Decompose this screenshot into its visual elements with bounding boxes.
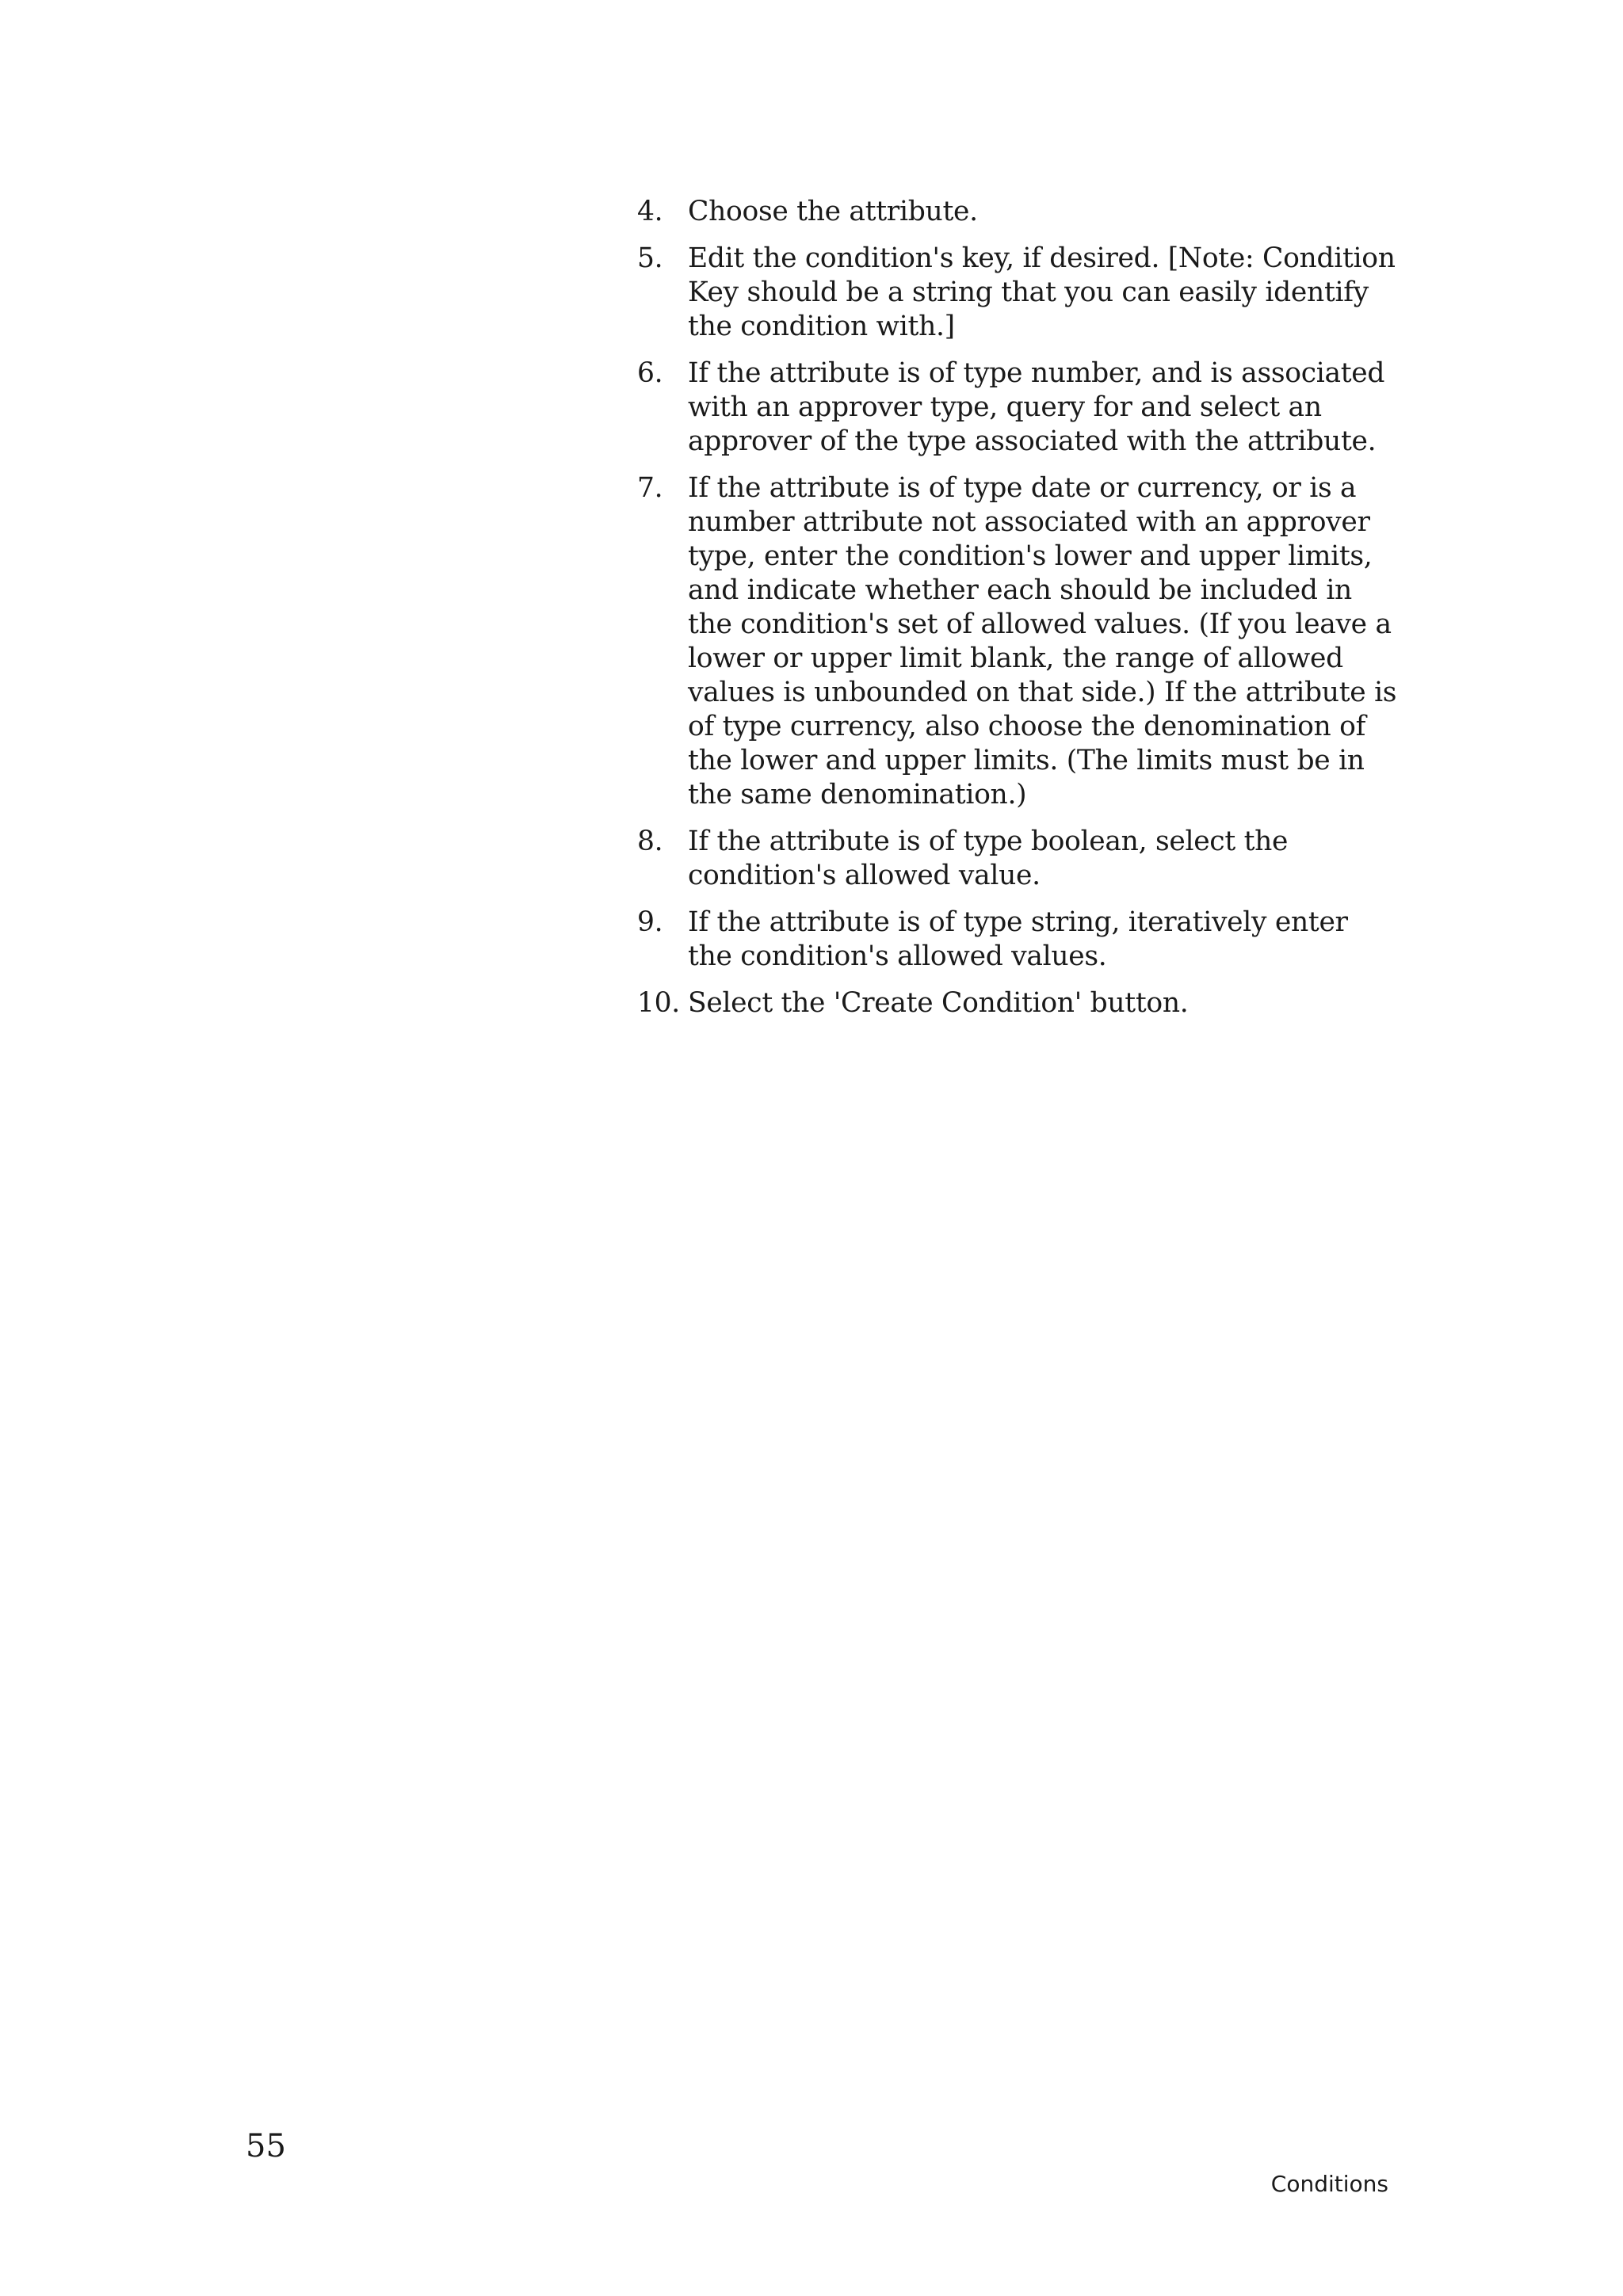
step-text: If the attribute is of type string, iteratively enter the condition's allowed values.: [688, 906, 1348, 972]
step-text: If the attribute is of type number, and is associated with an approver type, query for and select an approver of the type associated with the attribute.: [688, 357, 1385, 457]
running-footer-section-title: Conditions: [1270, 2171, 1388, 2197]
step-number: 10.: [637, 987, 680, 1019]
list-item: [637, 195, 1398, 229]
list-item: [637, 986, 1398, 1020]
page-number: 55: [246, 2128, 286, 2164]
step-text: If the attribute is of type boolean, select the condition's allowed value.: [688, 826, 1289, 891]
step-number: 6.: [637, 357, 663, 389]
step-number: 5.: [637, 242, 663, 274]
step-text: Select the 'Create Condition' button.: [688, 987, 1189, 1019]
step-text: If the attribute is of type date or currency, or is a number attribute not associated with an approver type, enter the condition's lower and upper limits, and indicate whether each should be included in the condition's set of allowed values. (If you leave a lower or upper limit blank, the range of allowed values is unbounded on that side.) If the attribute is of type currency, also choose the denomination of the lower and upper limits. (The limits must be in the same denomination.): [688, 472, 1397, 810]
step-text: Choose the attribute.: [688, 196, 978, 227]
step-number: 9.: [637, 906, 663, 938]
step-text: Edit the condition's key, if desired. [Note: Condition Key should be a string that you can easily identify the condition with.]: [688, 242, 1396, 342]
step-number: 7.: [637, 472, 663, 504]
step-number: 4.: [637, 196, 663, 227]
list-item: [637, 471, 1398, 812]
list-item: [637, 906, 1398, 974]
list-item: [637, 242, 1398, 344]
list-item: [637, 357, 1398, 459]
procedure-steps-list: [637, 195, 1398, 1033]
list-item: [637, 825, 1398, 893]
step-number: 8.: [637, 826, 663, 857]
